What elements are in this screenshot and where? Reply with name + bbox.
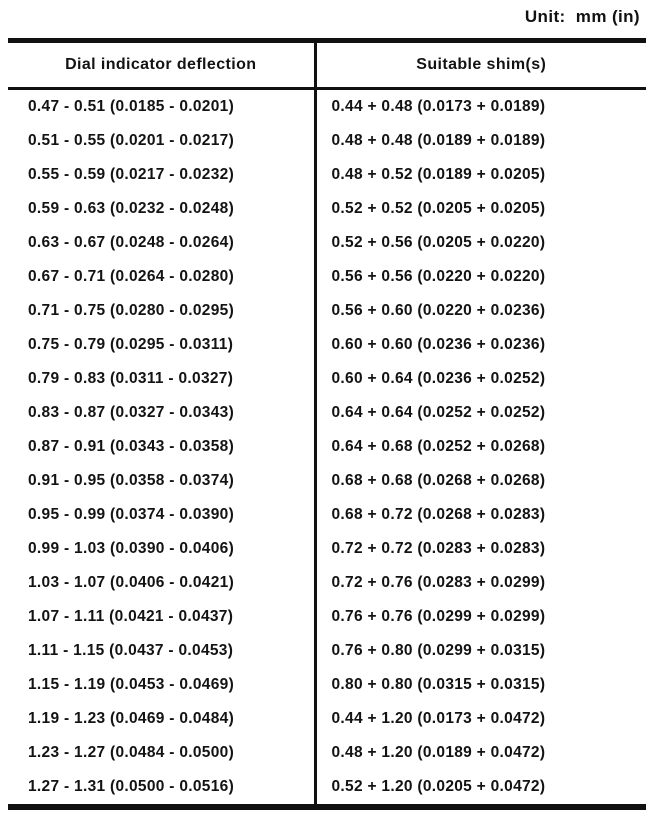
- shims-cell: 0.56 + 0.56 (0.0220 + 0.0220): [315, 260, 646, 294]
- deflection-cell: 0.59 - 0.63 (0.0232 - 0.0248): [28, 200, 235, 217]
- deflection-cell: 0.51 - 0.55 (0.0201 - 0.0217): [28, 132, 235, 149]
- shims-cell: 0.64 + 0.68 (0.0252 + 0.0268): [315, 430, 646, 464]
- deflection-cell: 0.99 - 1.03 (0.0390 - 0.0406): [28, 540, 235, 557]
- table-row: [8, 260, 646, 294]
- table-row: [8, 89, 646, 125]
- deflection-cell: 1.23 - 1.27 (0.0484 - 0.0500): [28, 744, 235, 761]
- table-row: [8, 430, 646, 464]
- shims-cell: 0.48 + 0.52 (0.0189 + 0.0205): [315, 158, 646, 192]
- table-row: [8, 736, 646, 770]
- shims-cell: 0.52 + 0.56 (0.0205 + 0.0220): [315, 226, 646, 260]
- shims-cell: 0.80 + 0.80 (0.0315 + 0.0315): [315, 668, 646, 702]
- table-row: [8, 498, 646, 532]
- table-row: [8, 158, 646, 192]
- table-row: [8, 396, 646, 430]
- shims-cell: 0.52 + 0.52 (0.0205 + 0.0205): [315, 192, 646, 226]
- deflection-cell: 1.11 - 1.15 (0.0437 - 0.0453): [28, 642, 234, 659]
- shims-cell: 0.76 + 0.76 (0.0299 + 0.0299): [315, 600, 646, 634]
- deflection-cell: 0.91 - 0.95 (0.0358 - 0.0374): [28, 472, 235, 489]
- deflection-cell: 0.79 - 0.83 (0.0311 - 0.0327): [28, 370, 234, 387]
- table-body: [8, 89, 646, 808]
- column-header-deflection: Dial indicator deflection: [8, 41, 315, 89]
- table-row: [8, 124, 646, 158]
- deflection-cell: 0.55 - 0.59 (0.0217 - 0.0232): [28, 166, 235, 183]
- table-row: [8, 464, 646, 498]
- shims-cell: 0.68 + 0.72 (0.0268 + 0.0283): [315, 498, 646, 532]
- table-row: [8, 192, 646, 226]
- deflection-cell: 0.75 - 0.79 (0.0295 - 0.0311): [28, 336, 234, 353]
- shims-cell: 0.48 + 1.20 (0.0189 + 0.0472): [315, 736, 646, 770]
- deflection-cell: 1.15 - 1.19 (0.0453 - 0.0469): [28, 676, 235, 693]
- shims-cell: 0.72 + 0.76 (0.0283 + 0.0299): [315, 566, 646, 600]
- shims-cell: 0.64 + 0.64 (0.0252 + 0.0252): [315, 396, 646, 430]
- table-row: [8, 294, 646, 328]
- header-row: [8, 41, 646, 89]
- shims-cell: 0.56 + 0.60 (0.0220 + 0.0236): [315, 294, 646, 328]
- table-row: [8, 600, 646, 634]
- shim-selection-table: [8, 38, 646, 810]
- shims-cell: 0.72 + 0.72 (0.0283 + 0.0283): [315, 532, 646, 566]
- deflection-cell: 0.63 - 0.67 (0.0248 - 0.0264): [28, 234, 235, 251]
- shims-cell: 0.44 + 0.48 (0.0173 + 0.0189): [315, 89, 646, 125]
- shims-cell: 0.76 + 0.80 (0.0299 + 0.0315): [315, 634, 646, 668]
- shims-cell: 0.68 + 0.68 (0.0268 + 0.0268): [315, 464, 646, 498]
- unit-label: Unit: mm (in): [524, 7, 640, 26]
- shims-cell: 0.44 + 1.20 (0.0173 + 0.0472): [315, 702, 646, 736]
- table-row: [8, 226, 646, 260]
- shims-cell: 0.60 + 0.64 (0.0236 + 0.0252): [315, 362, 646, 396]
- deflection-cell: 0.71 - 0.75 (0.0280 - 0.0295): [28, 302, 235, 319]
- table-row: [8, 566, 646, 600]
- shims-cell: 0.48 + 0.48 (0.0189 + 0.0189): [315, 124, 646, 158]
- shims-cell: 0.60 + 0.60 (0.0236 + 0.0236): [315, 328, 646, 362]
- table-row: [8, 668, 646, 702]
- deflection-cell: 1.07 - 1.11 (0.0421 - 0.0437): [28, 608, 234, 625]
- deflection-cell: 1.27 - 1.31 (0.0500 - 0.0516): [28, 778, 235, 795]
- table-row: [8, 362, 646, 396]
- deflection-cell: 0.47 - 0.51 (0.0185 - 0.0201): [28, 98, 235, 115]
- deflection-cell: 1.19 - 1.23 (0.0469 - 0.0484): [28, 710, 235, 727]
- deflection-cell: 0.95 - 0.99 (0.0374 - 0.0390): [28, 506, 235, 523]
- deflection-cell: 0.67 - 0.71 (0.0264 - 0.0280): [28, 268, 235, 285]
- table-row: [8, 702, 646, 736]
- table-row: [8, 532, 646, 566]
- deflection-cell: 0.83 - 0.87 (0.0327 - 0.0343): [28, 404, 235, 421]
- table-row: [8, 770, 646, 807]
- table-row: [8, 634, 646, 668]
- deflection-cell: 0.87 - 0.91 (0.0343 - 0.0358): [28, 438, 235, 455]
- table-row: [8, 328, 646, 362]
- shims-cell: 0.52 + 1.20 (0.0205 + 0.0472): [315, 770, 646, 807]
- column-header-shims: Suitable shim(s): [315, 41, 646, 89]
- deflection-cell: 1.03 - 1.07 (0.0406 - 0.0421): [28, 574, 235, 591]
